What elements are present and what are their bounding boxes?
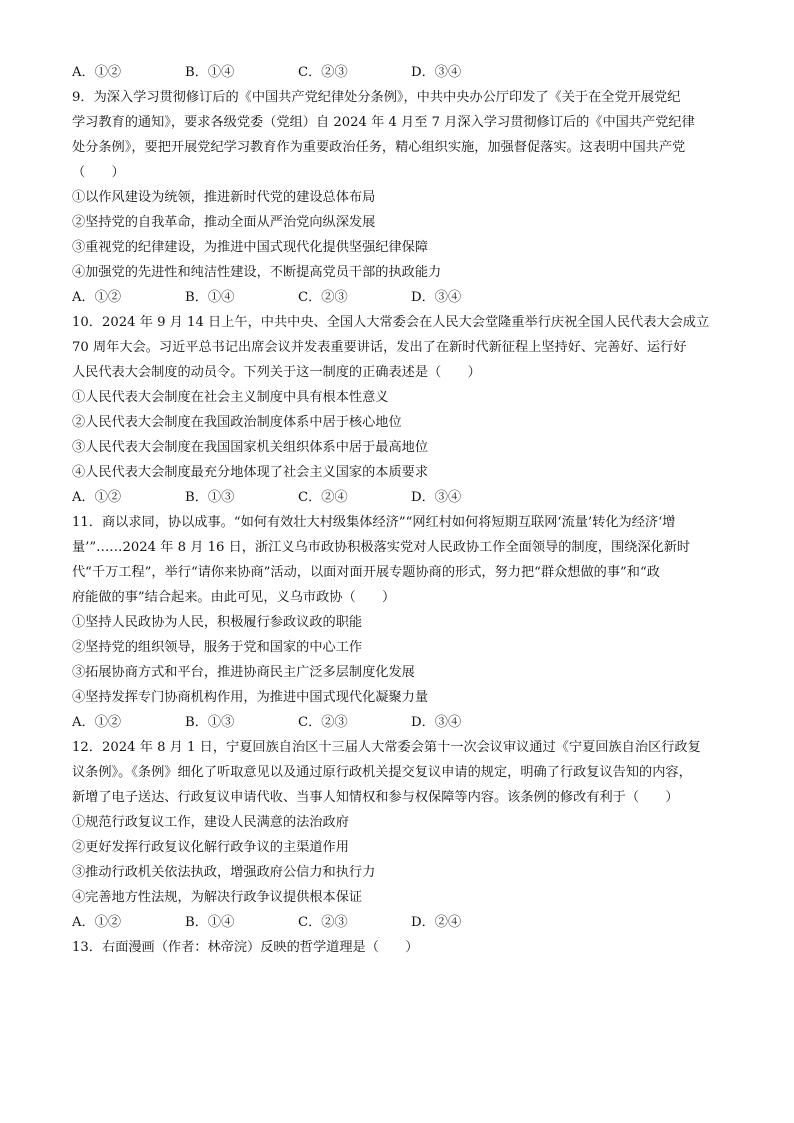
q11-stem-line: 代“千万工程”，举行“请你来协商”活动，以面对面开展专题协商的形式，努力把“群众想做的事”和“政 <box>72 565 660 580</box>
q9-stem-line: （ ） <box>72 165 125 180</box>
q11-stem-line: 府能做的事”结合起来。由此可见，义乌市政协（ ） <box>72 590 396 605</box>
q11-option-a: A．①② <box>72 715 122 730</box>
q9-option-b: B．①④ <box>185 290 235 305</box>
q11-item-4: ④坚持发挥专门协商机构作用，为推进中国式现代化凝聚力量 <box>72 690 429 705</box>
q8-option-a: A．①② <box>72 65 122 80</box>
q10-options <box>72 485 722 510</box>
q8-option-b: B．①④ <box>185 65 235 80</box>
q12-options <box>72 910 722 935</box>
q9-options <box>72 285 722 310</box>
q12-option-d: D．②④ <box>411 915 462 930</box>
q12-option-b: B．①④ <box>185 915 235 930</box>
q10-item-1: ①人民代表大会制度在社会主义制度中具有根本性意义 <box>72 390 389 405</box>
q10-stem-line: 人民代表大会制度的动员令。下列关于这一制度的正确表述是（ ） <box>72 365 481 380</box>
q9-item-2: ②坚持党的自我革命，推动全面从严治党向纵深发展 <box>72 215 376 230</box>
q10-stem-line: 10．2024 年 9 月 14 日上午，中共中央、全国人大常委会在人民大会堂隆重举行庆祝全国人民代表大会成立 <box>72 315 710 330</box>
q9-stem-line: 9．为深入学习贯彻修订后的《中国共产党纪律处分条例》，中共中央办公厅印发了《关于在全党开展党纪 <box>72 90 681 105</box>
q12-option-c: C．②③ <box>298 915 348 930</box>
q8-option-d: D．③④ <box>411 65 462 80</box>
q12-item-3: ③推动行政机关依法执政，增强政府公信力和执行力 <box>72 865 376 880</box>
q12-option-a: A．①② <box>72 915 122 930</box>
q9-option-c: C．②③ <box>298 290 348 305</box>
question-13 <box>72 935 722 960</box>
q10-item-3: ③人民代表大会制度在我国国家机关组织体系中居于最高地位 <box>72 440 429 455</box>
exam-page <box>72 60 722 960</box>
q12-item-4: ④完善地方性法规，为解决行政争议提供根本保证 <box>72 890 363 905</box>
q9-stem-line: 处分条例》，要把开展党纪学习教育作为重要政治任务，精心组织实施，加强督促落实。这表明中国共产党 <box>72 140 686 155</box>
q12-stem-line: 新增了电子送达、行政复议申请代收、当事人知情权和参与权保障等内容。该条例的修改有利于（ ） <box>72 790 679 805</box>
q11-item-1: ①坚持人民政协为人民，积极履行参政议政的职能 <box>72 615 363 630</box>
q8-options <box>72 60 722 85</box>
q11-stem-line: 量’”……2024 年 8 月 16 日，浙江义乌市政协积极落实党对人民政协工作全面领导的制度，围绕深化新时 <box>72 540 691 555</box>
question-12 <box>72 735 722 935</box>
q10-stem-line: 70 周年大会。习近平总书记出席会议并发表重要讲话，发出了在新时代新征程上坚持好、完善好、运行好 <box>72 340 687 355</box>
q11-stem-line: 11．商以求同，协以成事。“如何有效壮大村级集体经济”“网红村如何将短期互联网‘流量’转化为经济‘增 <box>72 515 676 530</box>
q12-stem-line: 12．2024 年 8 月 1 日，宁夏回族自治区十三届人大常委会第十一次会议审议通过《宁夏回族自治区行政复 <box>72 740 701 755</box>
q10-option-c: C．②④ <box>298 490 348 505</box>
question-10 <box>72 310 722 510</box>
q11-options <box>72 710 722 735</box>
question-9 <box>72 85 722 310</box>
q13-stem-line: 13．右面漫画（作者：林帝浣）反映的哲学道理是（ ） <box>72 940 419 955</box>
q11-item-2: ②坚持党的组织领导，服务于党和国家的中心工作 <box>72 640 363 655</box>
q8-option-c: C．②③ <box>298 65 348 80</box>
q12-item-2: ②更好发挥行政复议化解行政争议的主渠道作用 <box>72 840 349 855</box>
question-11 <box>72 510 722 735</box>
q11-option-c: C．②③ <box>298 715 348 730</box>
q12-stem-line: 议条例》。《条例》细化了听取意见以及通过原行政机关提交复议申请的规定，明确了行政复议告知的内容， <box>72 765 692 780</box>
q9-item-1: ①以作风建设为统领，推进新时代党的建设总体布局 <box>72 190 376 205</box>
q10-item-4: ④人民代表大会制度最充分地体现了社会主义国家的本质要求 <box>72 465 429 480</box>
q9-option-a: A．①② <box>72 290 122 305</box>
q9-item-4: ④加强党的先进性和纯洁性建设，不断提高党员干部的执政能力 <box>72 265 442 280</box>
q10-item-2: ②人民代表大会制度在我国政治制度体系中居于核心地位 <box>72 415 402 430</box>
q9-item-3: ③重视党的纪律建设，为推进中国式现代化提供坚强纪律保障 <box>72 240 429 255</box>
q11-option-d: D．③④ <box>411 715 462 730</box>
q9-stem-line: 学习教育的通知》，要求各级党委（党组）自 2024 年 4 月至 7 月深入学习贯彻修订后的《中国共产党纪律 <box>72 115 695 130</box>
q11-option-b: B．①③ <box>185 715 235 730</box>
q10-option-b: B．①③ <box>185 490 235 505</box>
q12-item-1: ①规范行政复议工作，建设人民满意的法治政府 <box>72 815 349 830</box>
q10-option-d: D．③④ <box>411 490 462 505</box>
q11-item-3: ③拓展协商方式和平台，推进协商民主广泛多层制度化发展 <box>72 665 415 680</box>
q10-option-a: A．①② <box>72 490 122 505</box>
q9-option-d: D．③④ <box>411 290 462 305</box>
